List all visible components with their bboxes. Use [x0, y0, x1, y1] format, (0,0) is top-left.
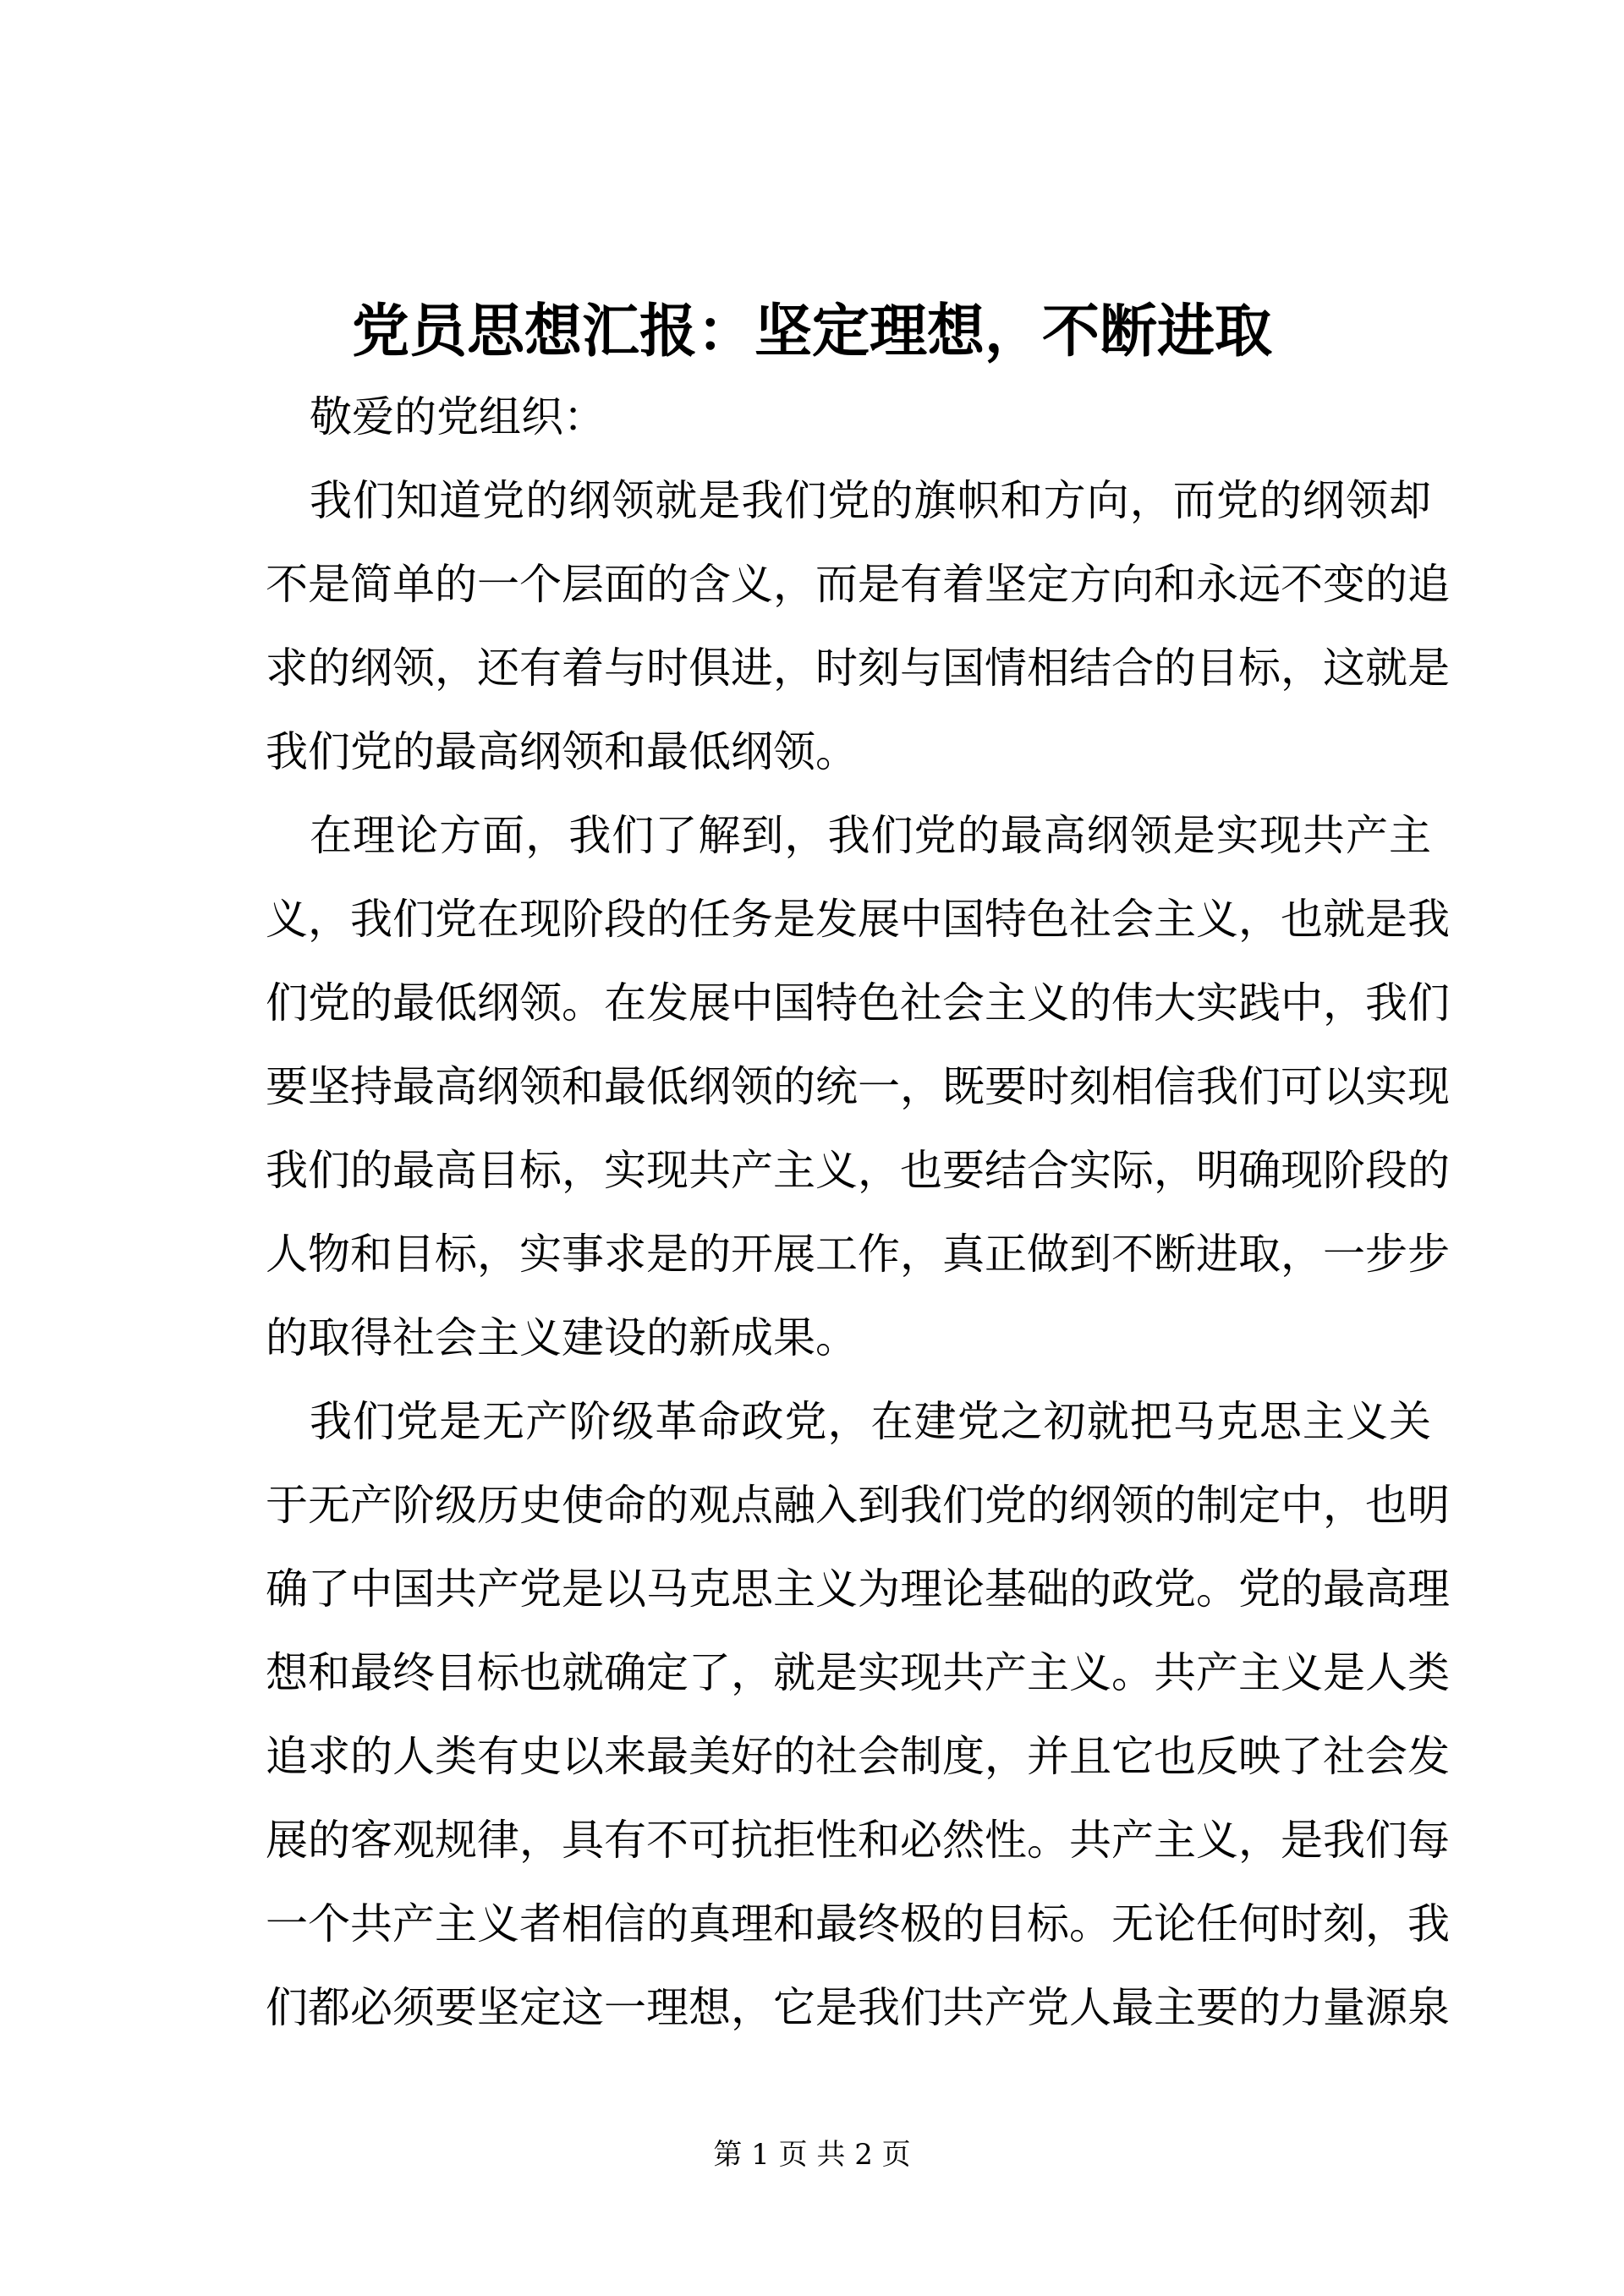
- text-line: 的取得社会主义建设的新成果。: [266, 1313, 858, 1362]
- paragraph-1: [266, 459, 1450, 794]
- greeting: 敬爱的党组织：: [310, 392, 606, 441]
- text-line: 求的纲领，还有着与时俱进，时刻与国情相结合的目标，这就是: [266, 644, 1450, 693]
- text-line: 不是简单的一个层面的含义，而是有着坚定方向和永远不变的追: [266, 560, 1450, 609]
- text-line: 在理论方面，我们了解到，我们党的最高纲领是实现共产主: [310, 811, 1431, 860]
- document-title: 党员思想汇报：坚定理想，不断进取: [351, 299, 1272, 365]
- paragraph-2: [266, 794, 1450, 1380]
- text-line: 们都必须要坚定这一理想，它是我们共产党人最主要的力量源泉: [266, 1983, 1450, 2032]
- text-line: 人物和目标，实事求是的开展工作，真正做到不断进取，一步步: [266, 1230, 1450, 1279]
- text-line: 确了中国共产党是以马克思主义为理论基础的政党。党的最高理: [266, 1564, 1450, 1614]
- text-line: 追求的人类有史以来最美好的社会制度，并且它也反映了社会发: [266, 1732, 1450, 1781]
- text-line: 于无产阶级历史使命的观点融入到我们党的纲领的制定中，也明: [266, 1481, 1450, 1530]
- text-line: 展的客观规律，具有不可抗拒性和必然性。共产主义，是我们每: [266, 1816, 1450, 1865]
- text-line: 我们党是无产阶级革命政党，在建党之初就把马克思主义关: [310, 1397, 1431, 1446]
- text-line: 义，我们党在现阶段的任务是发展中国特色社会主义，也就是我: [266, 895, 1450, 944]
- text-line: 我们的最高目标，实现共产主义，也要结合实际，明确现阶段的: [266, 1146, 1450, 1195]
- text-line: 想和最终目标也就确定了，就是实现共产主义。共产主义是人类: [266, 1648, 1450, 1697]
- text-line: 我们党的最高纲领和最低纲领。: [266, 727, 858, 776]
- text-line: 我们知道党的纲领就是我们党的旗帜和方向，而党的纲领却: [310, 476, 1431, 525]
- page-number-footer: 第 1 页 共 2 页: [713, 2138, 911, 2172]
- text-line: 们党的最低纲领。在发展中国特色社会主义的伟大实践中，我们: [266, 978, 1450, 1027]
- text-line: 要坚持最高纲领和最低纲领的统一，既要时刻相信我们可以实现: [266, 1062, 1450, 1111]
- paragraph-3: [266, 1380, 1450, 2050]
- text-line: 一个共产主义者相信的真理和最终极的目标。无论任何时刻，我: [266, 1899, 1450, 1948]
- document-body: [266, 375, 1450, 2050]
